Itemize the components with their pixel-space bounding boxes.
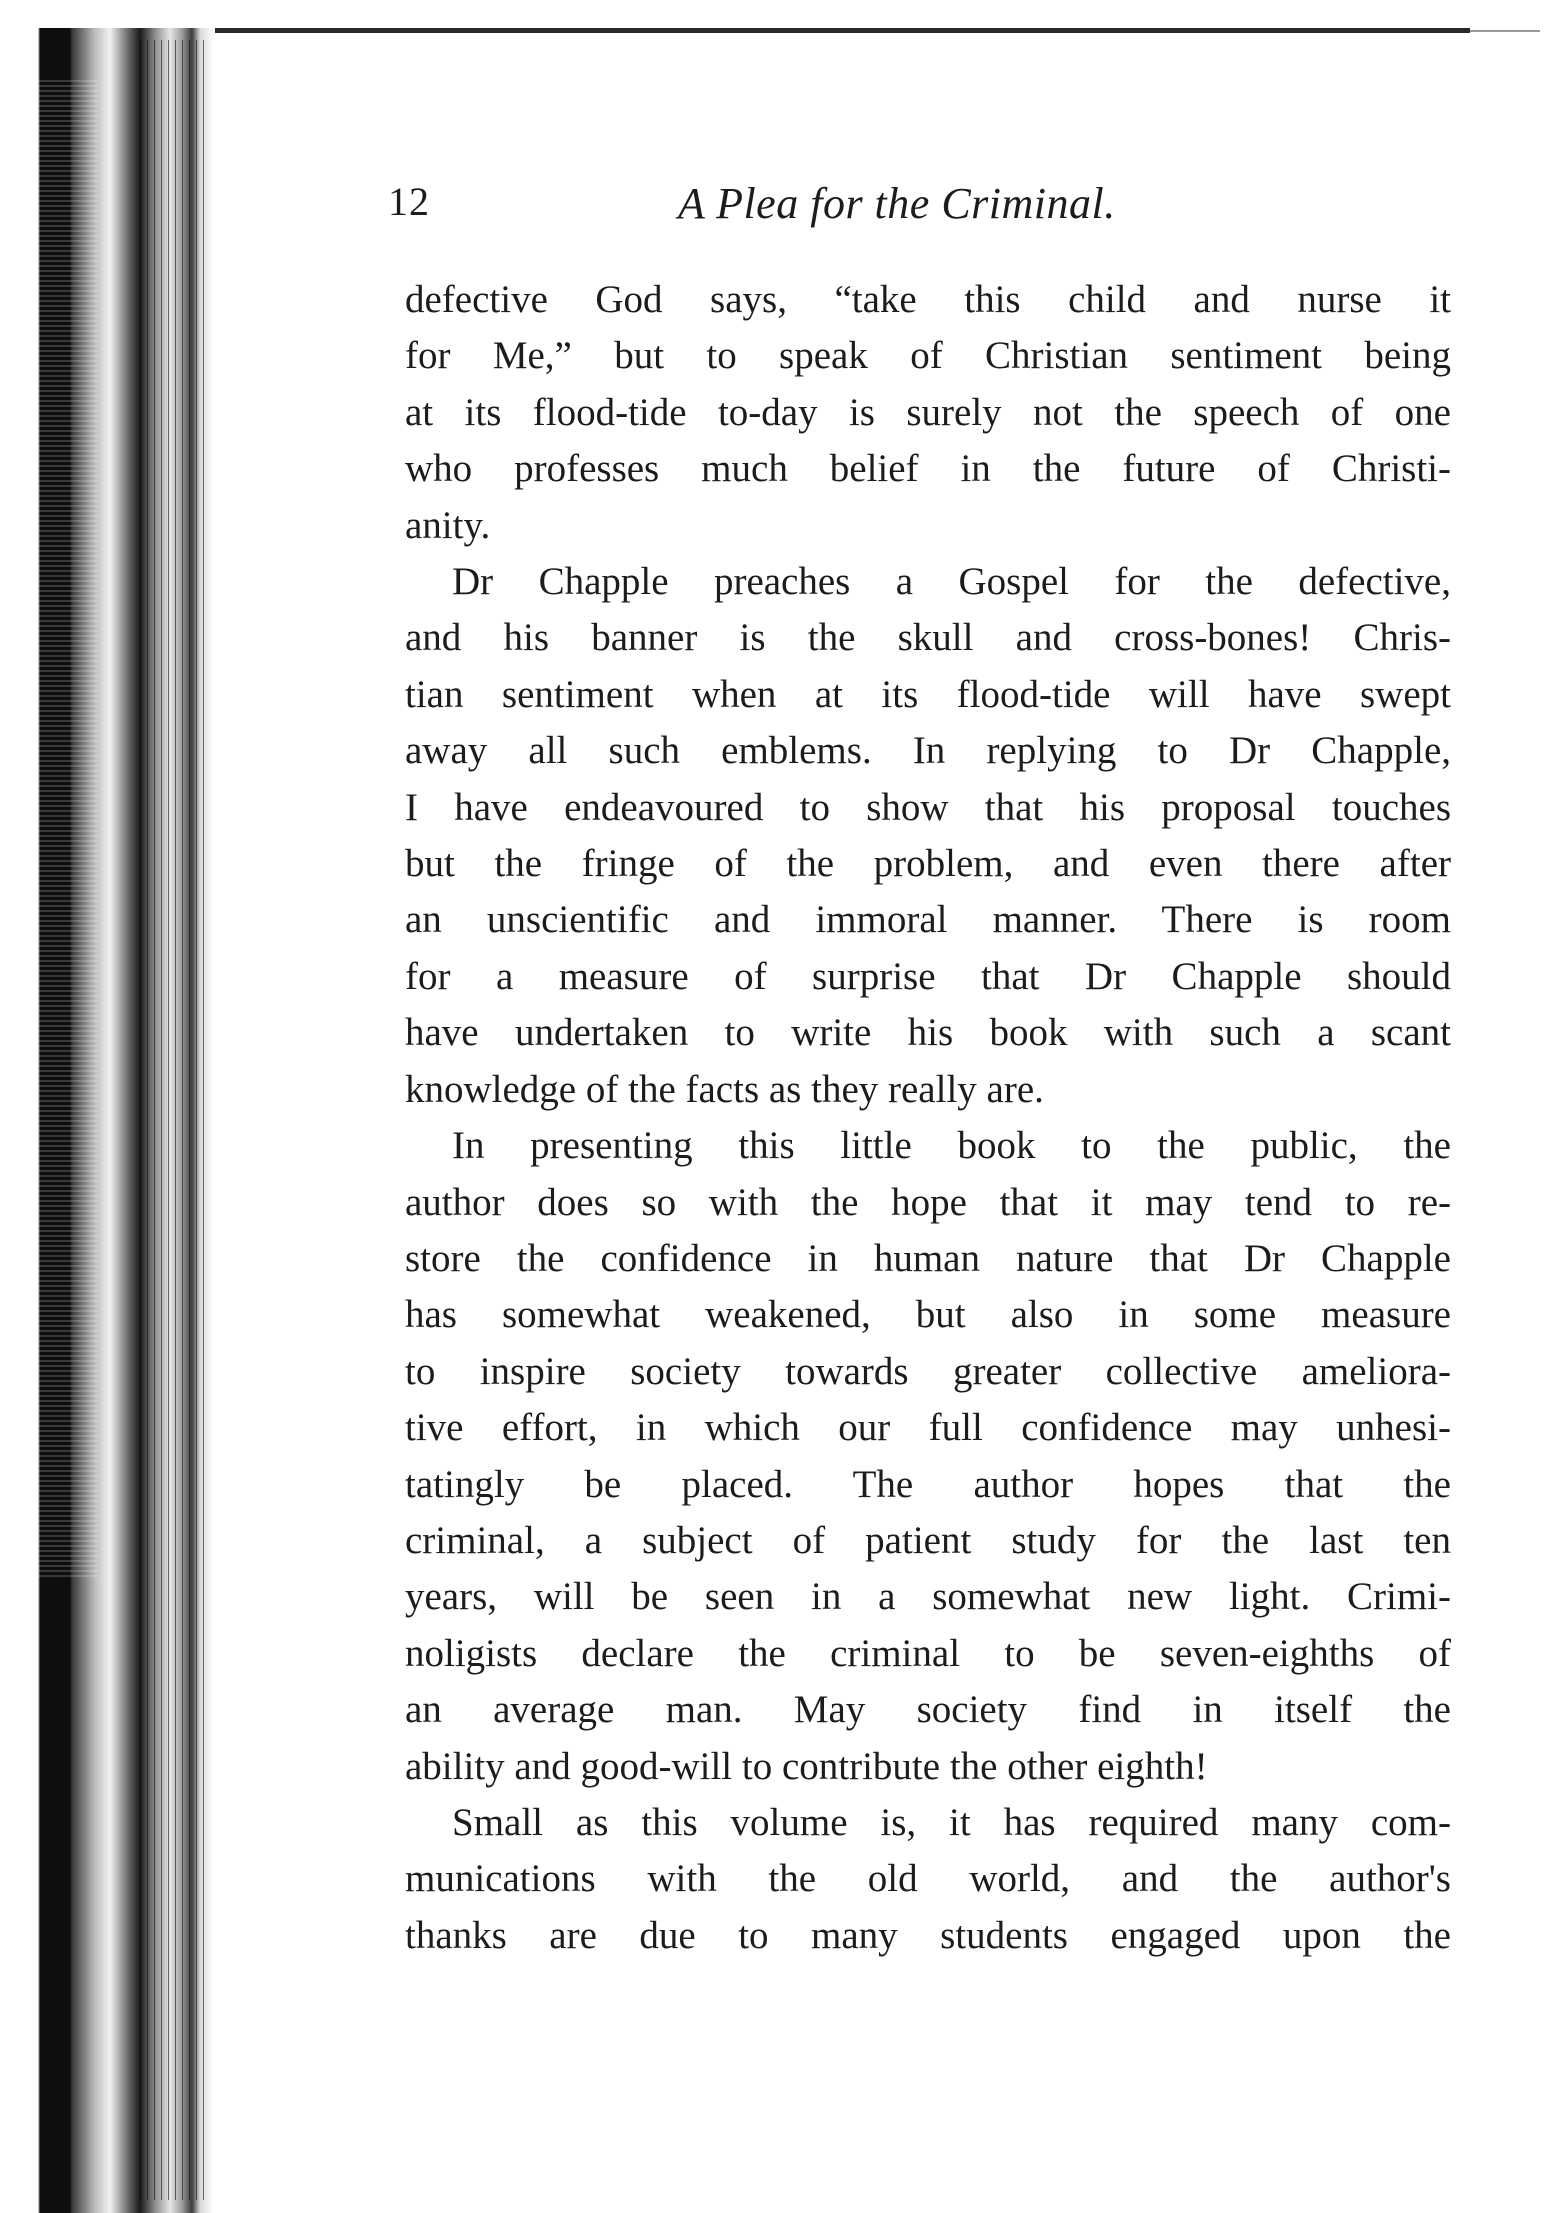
text-line: tian sentiment when at its flood-tide will have swept <box>405 672 1451 716</box>
text-line: years, will be seen in a somewhat new light. Crimi- <box>405 1575 1451 1619</box>
text-line: munications with the old world, and the author's <box>405 1857 1451 1901</box>
text-line: but the fringe of the problem, and even there after <box>405 842 1451 886</box>
text-line: ability and good-will to contribute the other eighth! <box>405 1744 1208 1788</box>
text-line: In presenting this little book to the public, the <box>452 1124 1451 1168</box>
page-edges <box>140 40 210 2200</box>
scan-top-edge <box>40 28 1470 33</box>
text-line: an unscientific and immoral manner. There is room <box>405 898 1451 942</box>
text-line: at its flood-tide to-day is surely not the speech of one <box>405 390 1451 434</box>
text-line: defective God says, “take this child and nurse it <box>405 278 1451 321</box>
page-number: 12 <box>388 179 430 224</box>
paragraph <box>405 1795 1451 1964</box>
text-line: author does so with the hope that it may tend to re- <box>405 1180 1451 1224</box>
text-line: I have endeavoured to show that his proposal touches <box>405 785 1451 829</box>
scan-top-edge-faint <box>1470 30 1540 32</box>
text-line: have undertaken to write his book with such a scant <box>405 1011 1451 1055</box>
text-line: noligists declare the criminal to be seven-eighths of <box>405 1631 1451 1675</box>
text-line: knowledge of the facts as they really are. <box>405 1067 1044 1111</box>
paragraph <box>405 272 1451 554</box>
text-line: criminal, a subject of patient study for the last ten <box>405 1518 1451 1562</box>
running-title: A Plea for the Criminal. <box>678 179 1116 228</box>
text-line: thanks are due to many students engaged upon the <box>405 1913 1451 1957</box>
text-line: an average man. May society find in itself the <box>405 1688 1451 1732</box>
text-line: has somewhat weakened, but also in some measure <box>405 1293 1451 1337</box>
text-line: store the confidence in human nature that Dr Chapple <box>405 1236 1451 1280</box>
text-line: for a measure of surprise that Dr Chapple should <box>405 954 1451 998</box>
text-line: Dr Chapple preaches a Gospel for the defective, <box>452 560 1451 604</box>
text-line: tatingly be placed. The author hopes that the <box>405 1462 1451 1506</box>
text-line: tive effort, in which our full confidence may unhesi- <box>405 1406 1451 1450</box>
text-line: anity. <box>405 503 491 547</box>
text-line: who professes much belief in the future of Christi- <box>405 447 1451 491</box>
text-line: for Me,” but to speak of Christian sentiment being <box>405 334 1451 378</box>
spine-texture <box>38 80 98 1580</box>
text-line: and his banner is the skull and cross-bones! Chris- <box>405 616 1451 660</box>
paragraph <box>405 554 1451 1118</box>
text-line: away all such emblems. In replying to Dr Chapple, <box>405 729 1451 773</box>
paragraph <box>405 1118 1451 1795</box>
text-line: Small as this volume is, it has required many com- <box>452 1800 1451 1844</box>
text-line: to inspire society towards greater collective ameliora- <box>405 1349 1451 1393</box>
body-text <box>405 272 1451 1964</box>
page-header <box>388 178 1448 238</box>
